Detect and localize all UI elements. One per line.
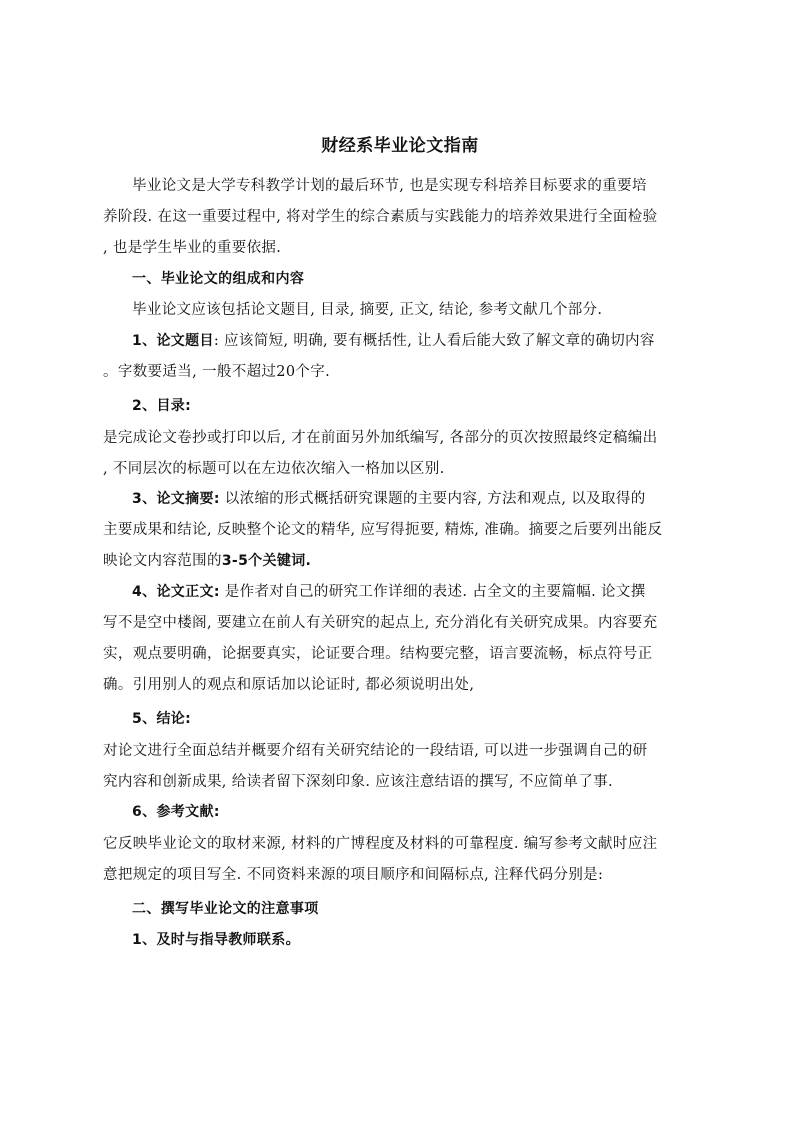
keywords-note: 3-5个关键词. bbox=[221, 553, 312, 569]
document-title: 财经系毕业论文指南 bbox=[321, 136, 479, 156]
item-4-line-3: 实，观点要明确，论据要真实，论证要合理。结构要完整，语言要流畅，标点符号正 bbox=[103, 646, 653, 662]
item-3-line-3 bbox=[103, 549, 311, 573]
item-3-text-prefix: 映论文内容范围的 bbox=[103, 553, 222, 569]
intro-line-2: 养阶段. 在这一重要过程中, 将对学生的综合素质与实践能力的培养效果进行全面检验 bbox=[103, 209, 658, 225]
item-1-line-2: 。字数要适当, 一般不超过20个字. bbox=[103, 364, 331, 380]
item-5-line-1: 对论文进行全面总结并概要介绍有关研究结论的一段结语, 可以进一步强调自己的研 bbox=[103, 743, 648, 759]
intro-line-3: , 也是学生毕业的重要依据. bbox=[103, 240, 282, 256]
item-1-label: 1、论文题目 bbox=[132, 333, 214, 349]
item-6-line-1: 它反映毕业论文的取材来源, 材料的广博程度及材料的可靠程度. 编写参考文献时应注 bbox=[103, 836, 658, 852]
item-4-line-1 bbox=[132, 580, 646, 604]
item-2-line-1: 是完成论文卷抄或打印以后, 才在前面另外加纸编写, 各部分的页次按照最终定稿编出 bbox=[103, 430, 658, 446]
item-1-line-1 bbox=[132, 329, 655, 353]
item-2-heading: 2、目录: bbox=[132, 398, 192, 414]
item-4-text: 是作者对自己的研究工作详细的表述. 占全文的主要篇幅. 论文撰 bbox=[219, 584, 646, 600]
item-4-label: 4、论文正文: bbox=[132, 584, 220, 600]
item-5-line-2: 究内容和创新成果, 给读者留下深刻印象. 应该注意结语的撰写, 不应简单了事. bbox=[103, 774, 613, 790]
item-3-line-1 bbox=[132, 487, 646, 511]
section-2-item-1: 1、及时与指导教师联系。 bbox=[132, 932, 300, 948]
intro-line-1: 毕业论文是大学专科教学计划的最后环节, 也是实现专科培养目标要求的重要培 bbox=[132, 178, 647, 194]
section-2-heading: 二、撰写毕业论文的注意事项 bbox=[132, 901, 319, 917]
item-3-text: 以浓缩的形式概括研究课题的主要内容, 方法和观点, 以及取得的 bbox=[219, 491, 646, 507]
section-1-heading: 一、毕业论文的组成和内容 bbox=[132, 271, 305, 287]
item-4-line-2: 写不是空中楼阁, 要建立在前人有关研究的起点上, 充分消化有关研究成果。内容要充 bbox=[103, 615, 658, 631]
item-5-heading: 5、结论: bbox=[132, 711, 192, 727]
item-4-line-4: 确。引用别人的观点和原话加以论证时, 都必须说明出处, bbox=[103, 677, 475, 693]
item-6-line-2: 意把规定的项目写全. 不同资料来源的项目顺序和间隔标点, 注释代码分别是: bbox=[103, 867, 604, 883]
item-1-text: : 应该简短, 明确, 要有概括性, 让人看后能大致了解文章的确切内容 bbox=[213, 333, 655, 349]
item-3-line-2: 主要成果和结论, 反映整个论文的精华, 应写得扼要, 精炼, 准确。摘要之后要列出能反 bbox=[103, 522, 663, 538]
item-2-line-2: , 不同层次的标题可以在左边依次缩入一格加以区别. bbox=[103, 461, 445, 477]
section-1-intro: 毕业论文应该包括论文题目, 目录, 摘要, 正文, 结论, 参考文献几个部分. bbox=[132, 302, 603, 318]
item-6-heading: 6、参考文献: bbox=[132, 804, 220, 820]
item-3-label: 3、论文摘要: bbox=[132, 491, 220, 507]
